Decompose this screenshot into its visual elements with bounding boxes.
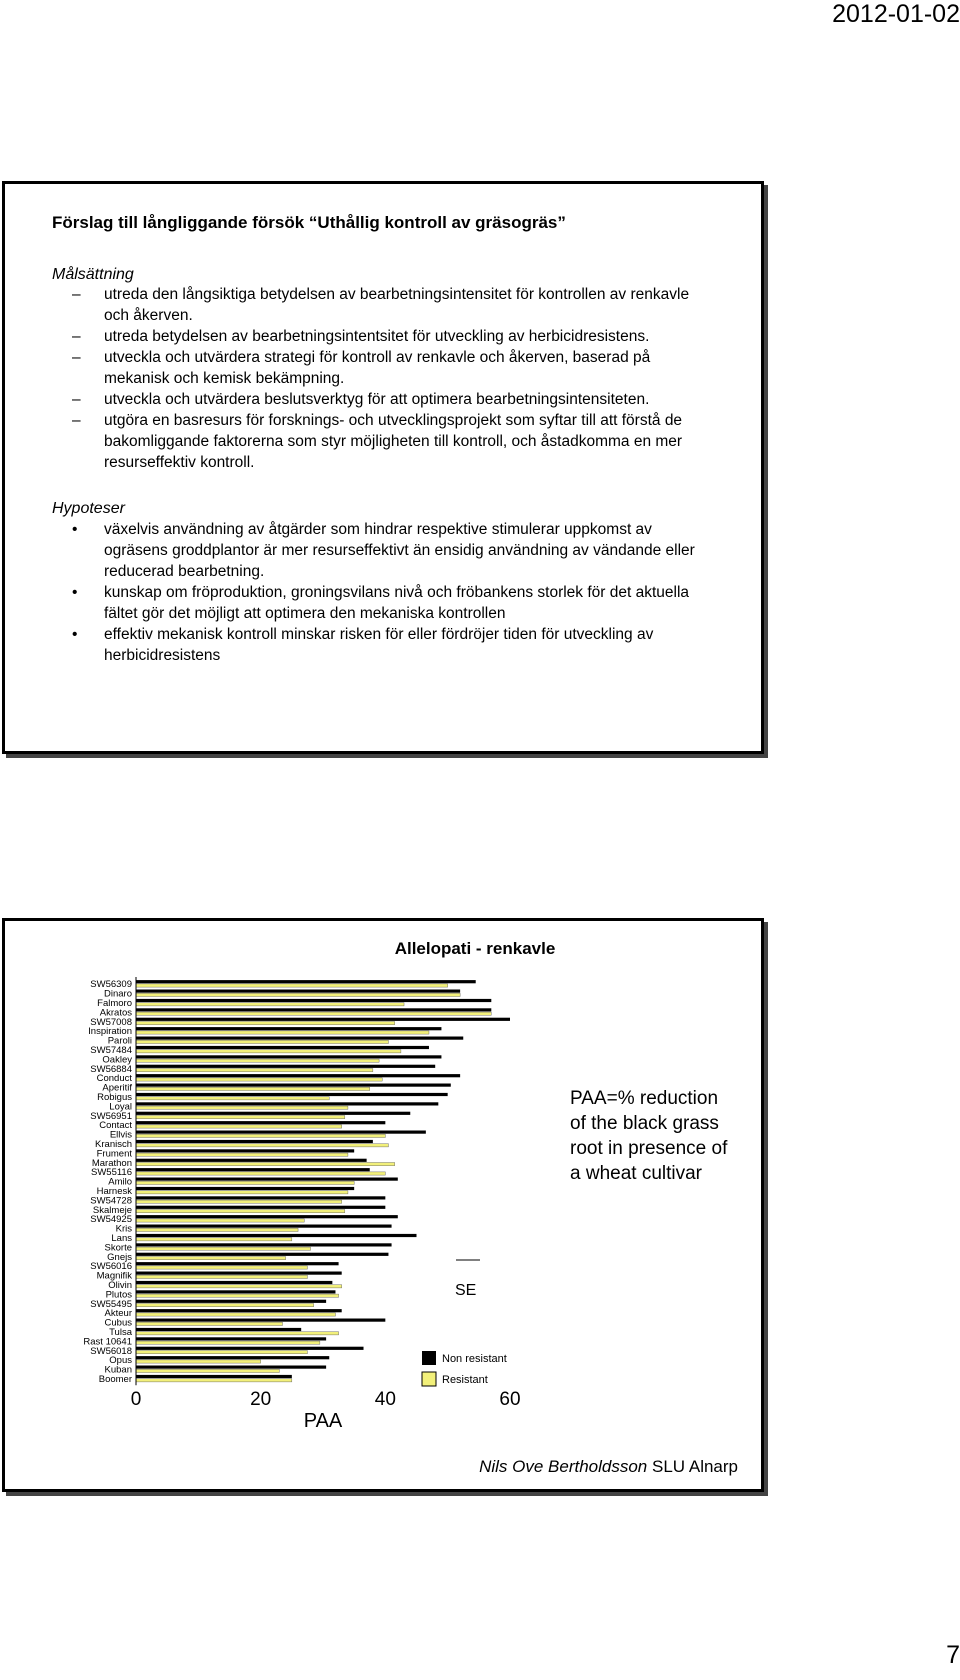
bar-non-resistant	[136, 1187, 354, 1190]
bar-resistant	[136, 1322, 282, 1325]
bar-non-resistant	[136, 1319, 385, 1322]
bar-non-resistant	[136, 1366, 326, 1369]
bar-resistant	[136, 1040, 388, 1043]
bar-non-resistant	[136, 1140, 373, 1143]
category-label: SW54925	[90, 1214, 132, 1226]
page-number: 7	[946, 1641, 960, 1669]
bar-resistant	[136, 1022, 395, 1025]
category-label: SW55116	[90, 1167, 132, 1179]
category-label: Skorte	[104, 1242, 132, 1254]
se-label: SE	[455, 1282, 477, 1299]
bar-resistant	[136, 1247, 311, 1250]
category-label: Marathon	[91, 1157, 132, 1169]
goal-item	[70, 326, 710, 347]
bar-resistant	[136, 1238, 292, 1241]
bar-resistant	[136, 1379, 292, 1382]
bar-non-resistant	[136, 1215, 398, 1218]
bar-resistant	[136, 1191, 348, 1194]
bar-resistant	[136, 1106, 348, 1109]
bar-non-resistant	[136, 1347, 364, 1350]
category-label: SW56884	[90, 1063, 132, 1075]
bar-resistant	[136, 1257, 286, 1260]
bar-non-resistant	[136, 1206, 385, 1209]
category-label: Kranisch	[95, 1139, 132, 1150]
bar-non-resistant	[136, 1337, 326, 1340]
goal-item	[70, 347, 710, 389]
x-tick-label: 40	[374, 1389, 396, 1411]
bar-non-resistant	[136, 1234, 417, 1237]
x-tick-label: 0	[130, 1389, 142, 1411]
bar-non-resistant	[136, 1159, 367, 1162]
bar-resistant	[136, 1341, 320, 1344]
credit	[479, 1457, 738, 1477]
category-label: Harnesk	[96, 1186, 132, 1197]
bar-resistant	[136, 1134, 385, 1137]
bar-non-resistant	[136, 980, 476, 983]
bar-resistant	[136, 1050, 401, 1053]
category-label: SW54728	[90, 1195, 132, 1207]
hypothesis-item	[70, 519, 710, 582]
category-label: Loyal	[109, 1101, 132, 1113]
category-label: Aperitif	[102, 1082, 132, 1094]
category-label: Magnifik	[96, 1270, 132, 1282]
bar-resistant	[136, 1369, 279, 1372]
bar-non-resistant	[136, 999, 491, 1002]
bar-resistant	[136, 1294, 339, 1297]
category-label: SW55495	[90, 1298, 132, 1310]
bar-resistant	[136, 1313, 335, 1316]
bar-non-resistant	[136, 1093, 448, 1096]
category-label: Akteur	[104, 1308, 132, 1320]
legend-label-non-resistant: Non resistant	[442, 1353, 507, 1365]
category-label: Robigus	[97, 1092, 132, 1103]
credit-author: Nils Ove Bertholdsson	[479, 1457, 648, 1476]
bar-resistant	[136, 1304, 314, 1307]
category-label: Kuban	[104, 1364, 132, 1376]
bar-resistant	[136, 1228, 298, 1231]
hypothesis-item-text: effektiv mekanisk kontroll minskar risken för eller fördröjer tiden för utveckling av herbicidresistens	[104, 626, 654, 664]
goal-item	[70, 284, 710, 326]
category-label: Plutos	[105, 1289, 132, 1301]
bar-non-resistant	[136, 1102, 438, 1105]
bar-non-resistant	[136, 1328, 301, 1331]
category-label: SW57008	[90, 1016, 132, 1028]
bar-resistant	[136, 1125, 342, 1128]
bar-non-resistant	[136, 1131, 426, 1134]
bullet-marker: –	[72, 412, 81, 429]
hypotheses-list	[70, 519, 710, 666]
bar-non-resistant	[136, 990, 460, 993]
bar-non-resistant	[136, 1290, 335, 1293]
bar-resistant	[136, 1172, 385, 1175]
bar-non-resistant	[136, 1309, 342, 1312]
bar-non-resistant	[136, 1027, 441, 1030]
category-label: Skalmeje	[92, 1204, 132, 1216]
category-label: Falmoro	[97, 998, 132, 1009]
bar-resistant	[136, 1275, 307, 1278]
bar-resistant	[136, 1219, 304, 1222]
hypothesis-item-text: växelvis användning av åtgärder som hindrar respektive stimulerar uppkomst av ogräsens groddplantor är mer resurseffektivt än ensidig användning av vändande eller reducerad bearbetning.	[104, 521, 695, 580]
goal-item	[70, 389, 710, 410]
category-label: Oakley	[102, 1054, 132, 1066]
bar-resistant	[136, 1360, 261, 1363]
bar-resistant	[136, 1097, 329, 1100]
category-label: Lans	[111, 1233, 132, 1244]
category-label: Inspiration	[88, 1026, 132, 1038]
category-label: Frument	[96, 1148, 132, 1160]
paa-definition-note: PAA=% reduction of the black grass root in presence of a wheat cultivar	[570, 1088, 728, 1184]
goal-item-text: utveckla och utvärdera beslutsverktyg för att optimera bearbetningsintensiteten.	[104, 391, 650, 408]
bar-non-resistant	[136, 1055, 441, 1058]
goal-item-text: utreda betydelsen av bearbetningsintentsitet för utveckling av herbicidresistens.	[104, 328, 650, 345]
bar-non-resistant	[136, 1037, 463, 1040]
hypothesis-item-text: kunskap om fröproduktion, groningsvilans nivå och fröbankens storlek för det aktuella fältet gör det möjligt att optimera den mekaniska kontrollen	[104, 584, 690, 622]
slide-1-title: Förslag till långliggande försök “Uthållig kontroll av gräsogräs”	[52, 213, 566, 232]
category-label: Akratos	[99, 1007, 132, 1019]
bar-non-resistant	[136, 1121, 385, 1124]
credit-org: SLU Alnarp	[652, 1457, 738, 1476]
bar-non-resistant	[136, 1225, 392, 1228]
category-label: Dinaro	[104, 988, 132, 1000]
bar-non-resistant	[136, 1243, 392, 1246]
bar-resistant	[136, 1144, 388, 1147]
x-tick-label: 60	[499, 1389, 521, 1411]
bar-resistant	[136, 1181, 354, 1184]
category-label: Cubus	[104, 1317, 132, 1329]
bar-resistant	[136, 1266, 307, 1269]
bullet-marker: –	[72, 349, 81, 366]
category-label: Contact	[99, 1120, 132, 1132]
category-label: SW56309	[90, 979, 132, 991]
bullet-marker: •	[72, 584, 78, 601]
goals-list	[70, 284, 710, 473]
bar-non-resistant	[136, 1065, 435, 1068]
x-axis-label: PAA	[303, 1410, 343, 1433]
bar-resistant	[136, 1210, 345, 1213]
bullet-marker: –	[72, 391, 81, 408]
bullet-marker: –	[72, 286, 81, 303]
bar-non-resistant	[136, 1356, 329, 1359]
goal-item-text: utreda den långsiktiga betydelsen av bearbetningsintensitet för kontrollen av renkavle och åkerven.	[104, 286, 690, 324]
bar-resistant	[136, 1078, 382, 1081]
bar-resistant	[136, 1285, 342, 1288]
bar-non-resistant	[136, 1253, 388, 1256]
bullet-marker: –	[72, 328, 81, 345]
bar-resistant	[136, 1059, 379, 1062]
bar-resistant	[136, 1351, 307, 1354]
paa-bar-chart	[70, 973, 540, 1453]
hypotheses-heading: Hypoteser	[52, 500, 125, 517]
goals-heading: Målsättning	[52, 266, 134, 283]
bar-resistant	[136, 1003, 404, 1006]
goal-item	[70, 410, 710, 473]
legend-swatch-non-resistant	[422, 1351, 436, 1365]
category-label: SW56018	[90, 1345, 132, 1357]
bar-resistant	[136, 1116, 345, 1119]
slide-2-title: Allelopati - renkavle	[394, 939, 556, 958]
category-label: Ellvis	[109, 1129, 132, 1141]
bar-resistant	[136, 1031, 429, 1034]
bar-non-resistant	[136, 1046, 429, 1049]
bar-non-resistant	[136, 1375, 292, 1378]
bar-non-resistant	[136, 1262, 339, 1265]
bar-resistant	[136, 1332, 339, 1335]
bar-non-resistant	[136, 1074, 460, 1077]
bar-resistant	[136, 1087, 370, 1090]
goal-item-text: utgöra en basresurs för forsknings- och utvecklingsprojekt som syftar till att förstå de bakomliggande faktorerna som styr möjligheten till kontroll, och åstadkomma en mer resurseffektiv kontroll.	[104, 412, 683, 471]
bar-resistant	[136, 1163, 395, 1166]
category-label: Paroli	[107, 1035, 132, 1047]
goal-item-text: utveckla och utvärdera strategi för kontroll av renkavle och åkerven, baserad på mekanisk och kemisk bekämpning.	[104, 349, 651, 387]
bar-resistant	[136, 984, 448, 987]
category-label: SW56016	[90, 1261, 132, 1273]
bar-resistant	[136, 1200, 342, 1203]
hypothesis-item	[70, 582, 710, 624]
bar-non-resistant	[136, 1196, 385, 1199]
bar-resistant	[136, 1069, 373, 1072]
bar-non-resistant	[136, 1272, 342, 1275]
bar-non-resistant	[136, 1084, 451, 1087]
bar-non-resistant	[136, 1018, 510, 1021]
bar-resistant	[136, 1153, 348, 1156]
category-label: SW57484	[90, 1045, 132, 1056]
legend-swatch-resistant	[422, 1372, 436, 1386]
bullet-marker: •	[72, 521, 78, 538]
category-label: Gnejs	[107, 1251, 132, 1263]
bar-non-resistant	[136, 1300, 326, 1303]
bar-resistant	[136, 1012, 491, 1015]
bar-non-resistant	[136, 1281, 332, 1284]
category-label: Rast 10641	[83, 1336, 132, 1348]
bar-resistant	[136, 993, 460, 996]
category-label: Olivin	[108, 1280, 132, 1291]
category-label: Conduct	[96, 1073, 132, 1085]
bullet-marker: •	[72, 626, 78, 643]
category-label: Opus	[109, 1355, 132, 1367]
bar-non-resistant	[136, 1112, 410, 1115]
bar-non-resistant	[136, 1168, 370, 1171]
header-date: 2012-01-02	[832, 0, 960, 28]
bar-non-resistant	[136, 1149, 354, 1152]
category-label: Kris	[115, 1223, 132, 1235]
category-label: Boomer	[98, 1374, 132, 1385]
hypothesis-item	[70, 624, 710, 666]
bar-non-resistant	[136, 1178, 398, 1181]
category-label: SW56951	[90, 1110, 132, 1122]
legend-label-resistant: Resistant	[442, 1374, 488, 1386]
category-label: Amilo	[108, 1176, 132, 1188]
category-label: Tulsa	[109, 1327, 132, 1338]
bar-non-resistant	[136, 1008, 491, 1011]
x-tick-label: 20	[250, 1389, 272, 1411]
